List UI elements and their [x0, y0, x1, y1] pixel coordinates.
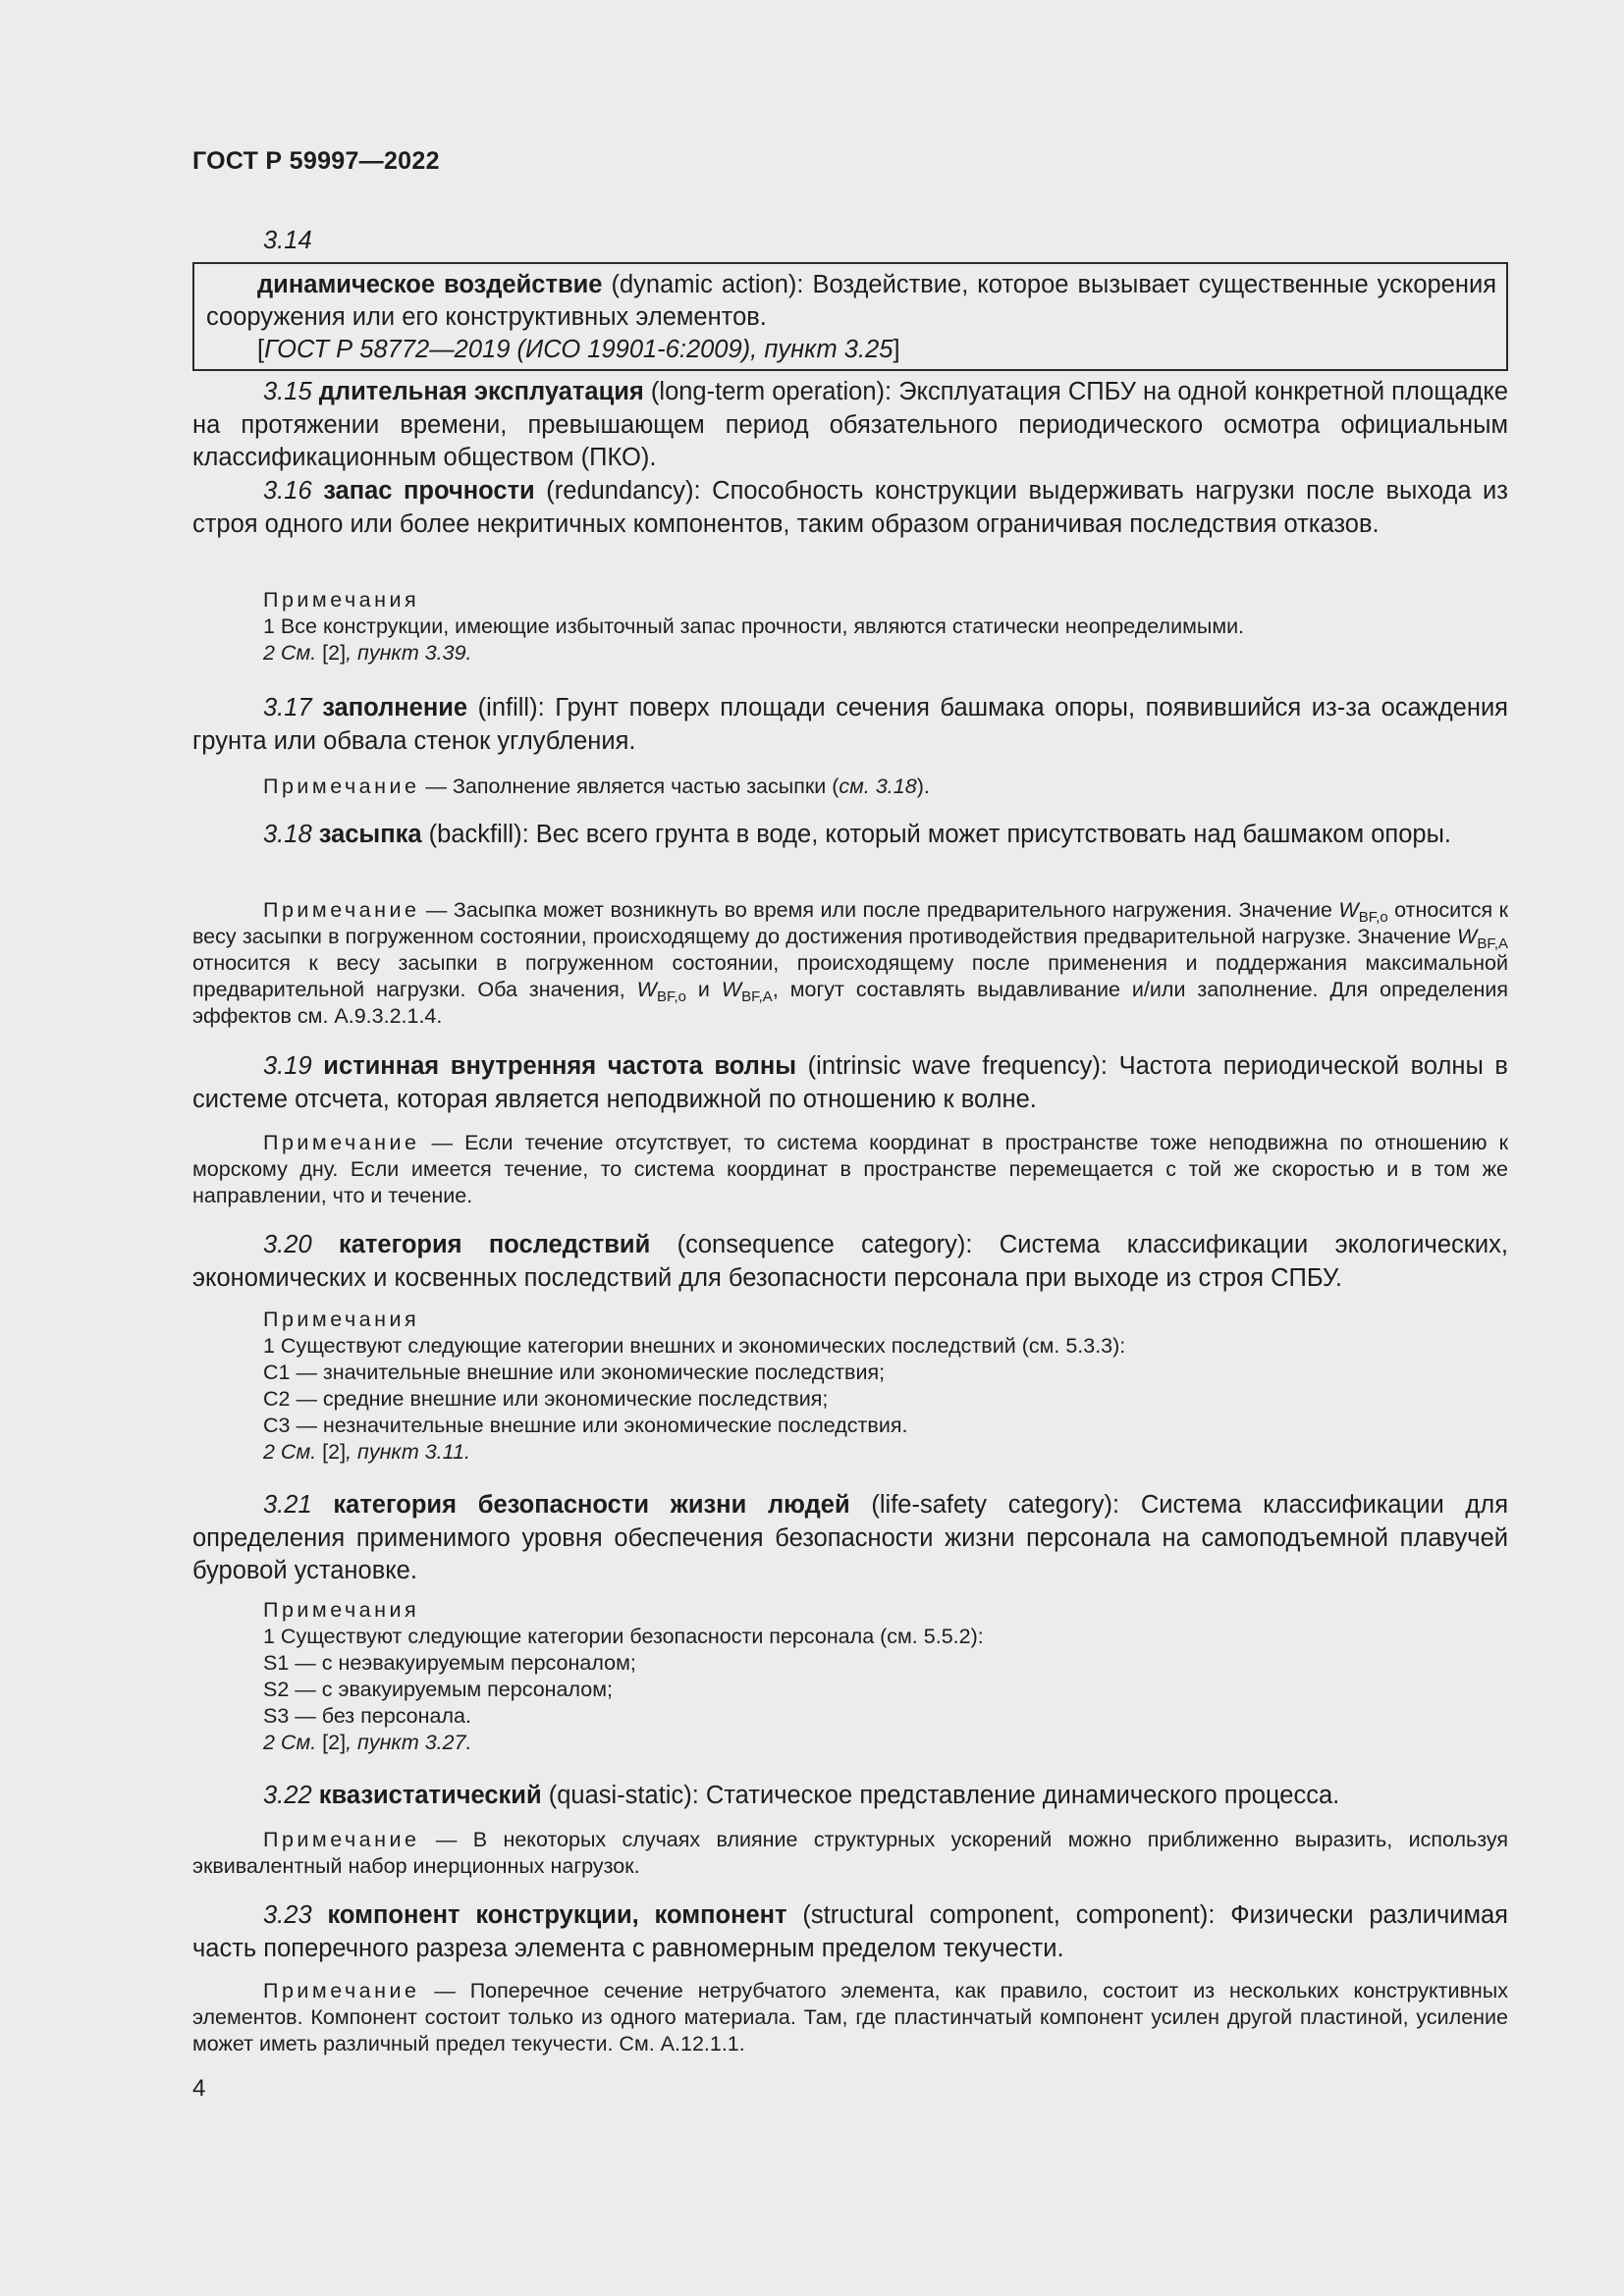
document-header: ГОСТ Р 59997—2022	[192, 147, 440, 175]
page-number: 4	[192, 2075, 206, 2102]
clause-3-17-note: Примечание — Заполнение является частью засыпки (см. 3.18).	[263, 774, 930, 798]
clause-3-16-notes: Примечания 1 Все конструкции, имеющие избыточный запас прочности, являются статически неопределимыми. 2 См. [2], пункт 3.39.	[263, 588, 1245, 665]
clause-3-23-note: Примечание — Поперечное сечение нетрубчатого элемента, как правило, состоит из нескольких конструктивных элементов. Компонент состоит только из одного материала. Там, где пластинчатый компонент усилен другой пластиной, усиление может иметь различный предел текучести. См. А.12.1.1.	[192, 1979, 1508, 2056]
clause-3-22: 3.22 квазистатический (quasi-static): Статическое представление динамического процесса.	[263, 1782, 1340, 1809]
clause-3-18: 3.18 засыпка (backfill): Вес всего грунта в воде, который может присутствовать над башмаком опоры.	[263, 821, 1452, 848]
clause-3-18-note: Примечание — Засыпка может возникнуть во время или после предварительного нагружения. Значение $W_{BF,o}$ относится к весу засыпки в погруженном состоянии, происходящему до достижения противодействия предварительной нагрузке. Значение $W_{BF,A}$ относится к весу засыпки в погруженном состоянии, происходящему после применения и поддержания максимальной предварительной нагрузки. Оба значения, $W_{BF,o}$ и $W_{BF,A}$, могут составлять выдавливание и/или заполнение. Для определения эффектов см. А.9.3.2.1.4.	[192, 898, 1508, 1028]
clause-3-14-number: 3.14	[263, 227, 312, 254]
clause-3-22-note: Примечание — В некоторых случаях влияние структурных ускорений можно приближенно выразить, используя эквивалентный набор инерционных нагрузок.	[192, 1828, 1508, 1878]
clause-3-20-notes: Примечания 1 Существуют следующие категории внешних и экономических последствий (см. 5.3.3): С1 — значительные внешние или экономические последствия; С2 — средние внешние или экономические последствия; С3 — незначительные внешние или экономические последствия. 2 См. [2], пункт 3.11.	[263, 1308, 1126, 1464]
clause-3-19: 3.19 истинная внутренняя частота волны (intrinsic wave frequency): Частота периодической волны в системе отсчета, которая является неподвижной по отношению к волне.	[192, 1052, 1508, 1113]
clause-3-14-definition: динамическое воздействие (dynamic action): Воздействие, которое вызывает существенные ускорения сооружения или его конструктивных элементов.	[206, 271, 1496, 331]
clause-3-20: 3.20 категория последствий (consequence category): Система классификации экологических, экономических и косвенных последствий для безопасности персонала при выходе из строя СПБУ.	[192, 1231, 1508, 1292]
clause-3-16: 3.16 запас прочности (redundancy): Способность конструкции выдерживать нагрузки после выхода из строя одного или более некритичных компонентов, таким образом ограничивая последствия отказов.	[192, 477, 1508, 538]
clause-3-17: 3.17 заполнение (infill): Грунт поверх площади сечения башмака опоры, появившийся из-за осаждения грунта или обвала стенок углубления.	[192, 694, 1508, 755]
clause-3-14-source: [ГОСТ Р 58772—2019 (ИСО 19901-6:2009), пункт 3.25]	[257, 336, 900, 363]
clause-3-19-note: Примечание — Если течение отсутствует, то система координат в пространстве тоже неподвижна по отношению к морскому дну. Если имеется течение, то система координат в пространстве перемещается с той же скоростью и в том же направлении, что и течение.	[192, 1131, 1508, 1207]
clause-3-14-box	[192, 262, 1508, 371]
clause-3-23: 3.23 компонент конструкции, компонент (structural component, component): Физически различимая часть поперечного разреза элемента с равномерным пределом текучести.	[192, 1901, 1508, 1962]
clause-3-21-notes: Примечания 1 Существуют следующие категории безопасности персонала (см. 5.5.2): S1 — с неэвакуируемым персоналом; S2 — с эвакуируемым персоналом; S3 — без персонала. 2 См. [2], пункт 3.27.	[263, 1598, 984, 1754]
clause-3-21: 3.21 категория безопасности жизни людей (life-safety category): Система классификации для определения применимого уровня обеспечения безопасности жизни персонала на самоподъемной плавучей буровой установке.	[192, 1491, 1508, 1584]
clause-3-15: 3.15 длительная эксплуатация (long-term operation): Эксплуатация СПБУ на одной конкретной площадке на протяжении времени, превышающем период обязательного периодического осмотра официальным классификационным обществом (ПКО).	[192, 378, 1508, 471]
